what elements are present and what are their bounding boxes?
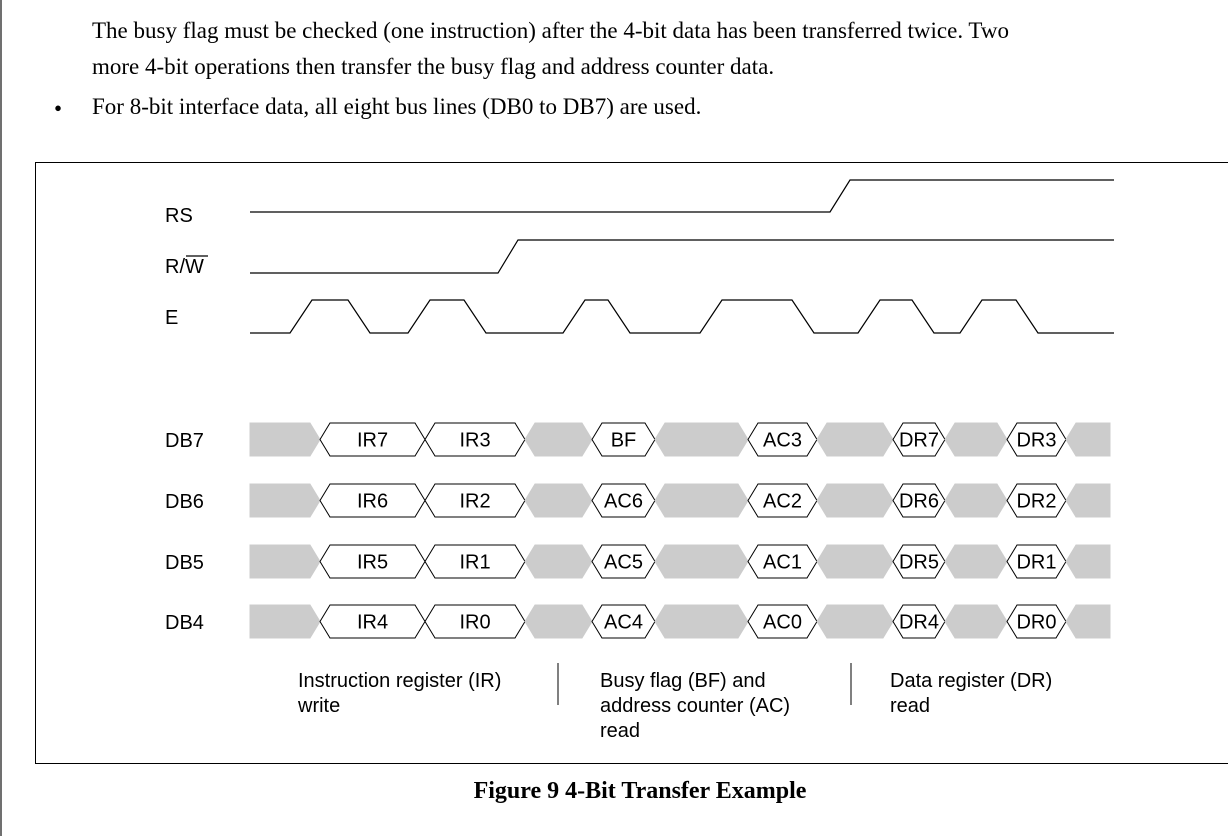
bus-cell — [1007, 423, 1066, 456]
bus-idle-shape — [525, 545, 592, 578]
ir-write-note — [298, 669, 501, 719]
bus-cell — [425, 484, 525, 517]
bus-idle-shape — [655, 423, 748, 456]
ir-note-line-1: Instruction register (IR) — [298, 670, 502, 692]
bus-cell-label: AC4 — [604, 611, 643, 634]
bus-idle-shape — [1066, 605, 1110, 638]
bus-cell — [592, 423, 655, 456]
bus-cell-label: IR6 — [356, 490, 389, 513]
rw-waveform — [250, 240, 1114, 273]
bus-cell-label: IR1 — [459, 551, 491, 574]
dr-note-line-1: Data register (DR) — [890, 670, 1053, 692]
bus-idle-shape — [817, 423, 893, 456]
bus-idle-shape — [1066, 484, 1110, 517]
bus-idle-shape — [655, 484, 748, 517]
bus-cell-label: AC5 — [604, 551, 643, 574]
bus-cell-label: AC2 — [763, 490, 802, 513]
bus-row-db5 — [250, 545, 1110, 578]
bus-idle-shape — [817, 605, 893, 638]
bus-cell-label: AC3 — [763, 429, 802, 452]
bus-cell — [592, 605, 655, 638]
bus-label-db4: DB4 — [165, 612, 204, 634]
bus-cell — [320, 605, 425, 638]
bus-idle-shape — [525, 423, 592, 456]
bf-note-line-1: Busy flag (BF) and — [600, 670, 766, 692]
signal-label-rs: RS — [165, 205, 193, 227]
bus-label-db6: DB6 — [165, 491, 204, 513]
bus-cell — [893, 423, 945, 456]
bus-cell — [425, 423, 525, 456]
bus-cell — [1007, 605, 1066, 638]
bus-cell-label: DR1 — [1016, 551, 1057, 574]
bus-cell-label: IR3 — [459, 429, 491, 452]
bus-cell — [320, 545, 425, 578]
bus-cell-label: DR0 — [1016, 611, 1057, 634]
bus-cell-label: IR5 — [356, 551, 389, 574]
bus-cell — [320, 484, 425, 517]
bus-cell-label: IR0 — [459, 611, 491, 634]
bus-cell-label: IR4 — [356, 611, 389, 634]
bus-cell — [748, 423, 817, 456]
bus-cell-label: DR4 — [898, 611, 940, 634]
bus-cell — [425, 605, 525, 638]
bus-cell — [1007, 484, 1066, 517]
bus-rows — [250, 423, 1110, 638]
bus-idle-shape — [525, 605, 592, 638]
bullet-icon: • — [54, 96, 63, 121]
figure-caption: Figure 9 4-Bit Transfer Example — [473, 778, 807, 804]
signal-label-rw: R/W — [165, 256, 204, 278]
rs-waveform — [250, 180, 1114, 212]
dr-note-line-2: read — [890, 695, 931, 717]
bus-idle-shape — [817, 484, 893, 517]
bus-cell — [893, 484, 945, 517]
bus-idle-shape — [655, 545, 748, 578]
bus-idle-shape — [1066, 423, 1110, 456]
bus-cell — [893, 605, 945, 638]
bus-idle-shape — [250, 423, 320, 456]
bus-cell — [320, 423, 425, 456]
bus-idle-shape — [945, 605, 1007, 638]
bus-idle-shape — [655, 605, 748, 638]
bus-cell — [1007, 545, 1066, 578]
bus-cell — [893, 545, 945, 578]
bus-cell-label: DR2 — [1016, 490, 1057, 513]
e-waveform — [250, 300, 1114, 333]
bus-idle-shape — [945, 545, 1007, 578]
bus-cell-label: BF — [610, 429, 637, 452]
bus-cell-label: DR3 — [1016, 429, 1057, 452]
bus-cell-label: AC0 — [763, 611, 802, 634]
signal-label-e: E — [165, 307, 179, 329]
bus-row-db6 — [250, 484, 1110, 517]
bus-idle-shape — [817, 545, 893, 578]
bus-idle-shape — [250, 605, 320, 638]
bus-row-db4 — [250, 605, 1110, 638]
ir-note-line-2: write — [298, 695, 341, 717]
bus-idle-shape — [1066, 545, 1110, 578]
bus-cell-label: DR7 — [898, 429, 940, 452]
intro-line-1: The busy flag must be checked (one instruction) after the 4-bit data has been transferred twice. Two — [92, 18, 1009, 43]
bullet-text: For 8-bit interface data, all eight bus lines (DB0 to DB7) are used. — [92, 94, 702, 119]
bus-cell-label: IR7 — [356, 429, 389, 452]
bus-cell-label: DR5 — [898, 551, 940, 574]
bus-idle-shape — [945, 423, 1007, 456]
bus-cell — [748, 545, 817, 578]
bus-idle-shape — [945, 484, 1007, 517]
bf-note-line-3: read — [600, 720, 641, 742]
bus-cell-label: AC6 — [604, 490, 643, 513]
bf-ac-read-note — [600, 669, 790, 744]
bus-row-db7 — [250, 423, 1110, 456]
bus-cell — [748, 484, 817, 517]
bus-cell-label: IR2 — [459, 490, 491, 513]
bus-label-db7: DB7 — [165, 430, 204, 452]
bus-cell — [425, 545, 525, 578]
bus-cell-label: DR6 — [898, 490, 940, 513]
bus-idle-shape — [250, 484, 320, 517]
bus-cell — [592, 545, 655, 578]
bus-cell-label: AC1 — [763, 551, 802, 574]
bus-label-db5: DB5 — [165, 552, 204, 574]
bus-cell — [748, 605, 817, 638]
bus-idle-shape — [525, 484, 592, 517]
bf-note-line-2: address counter (AC) — [600, 695, 791, 717]
intro-line-2: more 4-bit operations then transfer the busy flag and address counter data. — [92, 54, 775, 79]
bus-cell — [592, 484, 655, 517]
bus-idle-shape — [250, 545, 320, 578]
dr-read-note — [890, 669, 1052, 719]
